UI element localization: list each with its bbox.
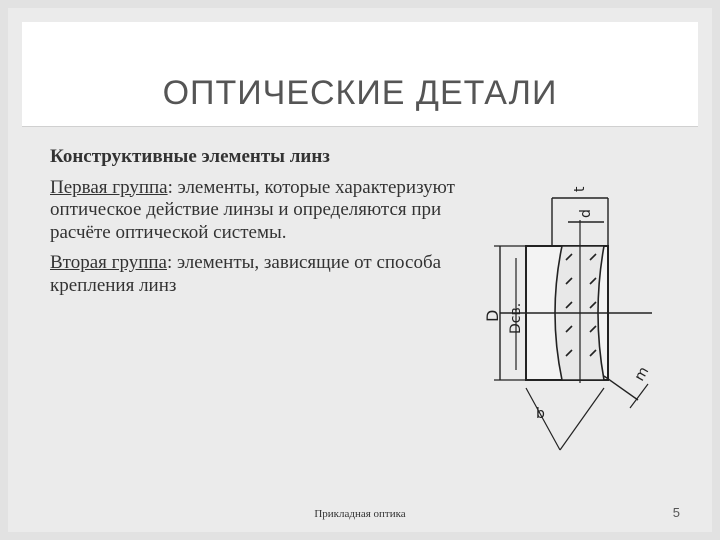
group2-label: Вторая группа (50, 252, 167, 273)
label-D: D (483, 309, 502, 322)
group1-text: : элементы, которые характеризуют оптическое действие линзы и определяются при расчёте оптической системы. (50, 176, 455, 243)
chamfer-b-right (560, 388, 604, 450)
label-b: b (536, 406, 545, 422)
group2-paragraph (50, 252, 470, 297)
chamfer-m-line (604, 376, 638, 400)
label-m: m (631, 364, 653, 384)
group2-text: : элементы, зависящие от способа крепления линз (50, 252, 442, 296)
footer-text: Прикладная оптика (314, 508, 406, 520)
label-Dsv: Dсв. (508, 302, 524, 334)
title-box (22, 22, 698, 127)
page-title: ОПТИЧЕСКИЕ ДЕТАЛИ (162, 74, 558, 112)
section-heading: Конструктивные элементы линз (50, 146, 330, 167)
label-d: d (578, 209, 594, 218)
group1-paragraph (50, 177, 470, 245)
content-body (50, 146, 470, 305)
label-t: t (572, 186, 588, 192)
lens-diagram (480, 178, 670, 458)
group1-label: Первая группа (50, 176, 168, 198)
page-number: 5 (672, 505, 680, 520)
